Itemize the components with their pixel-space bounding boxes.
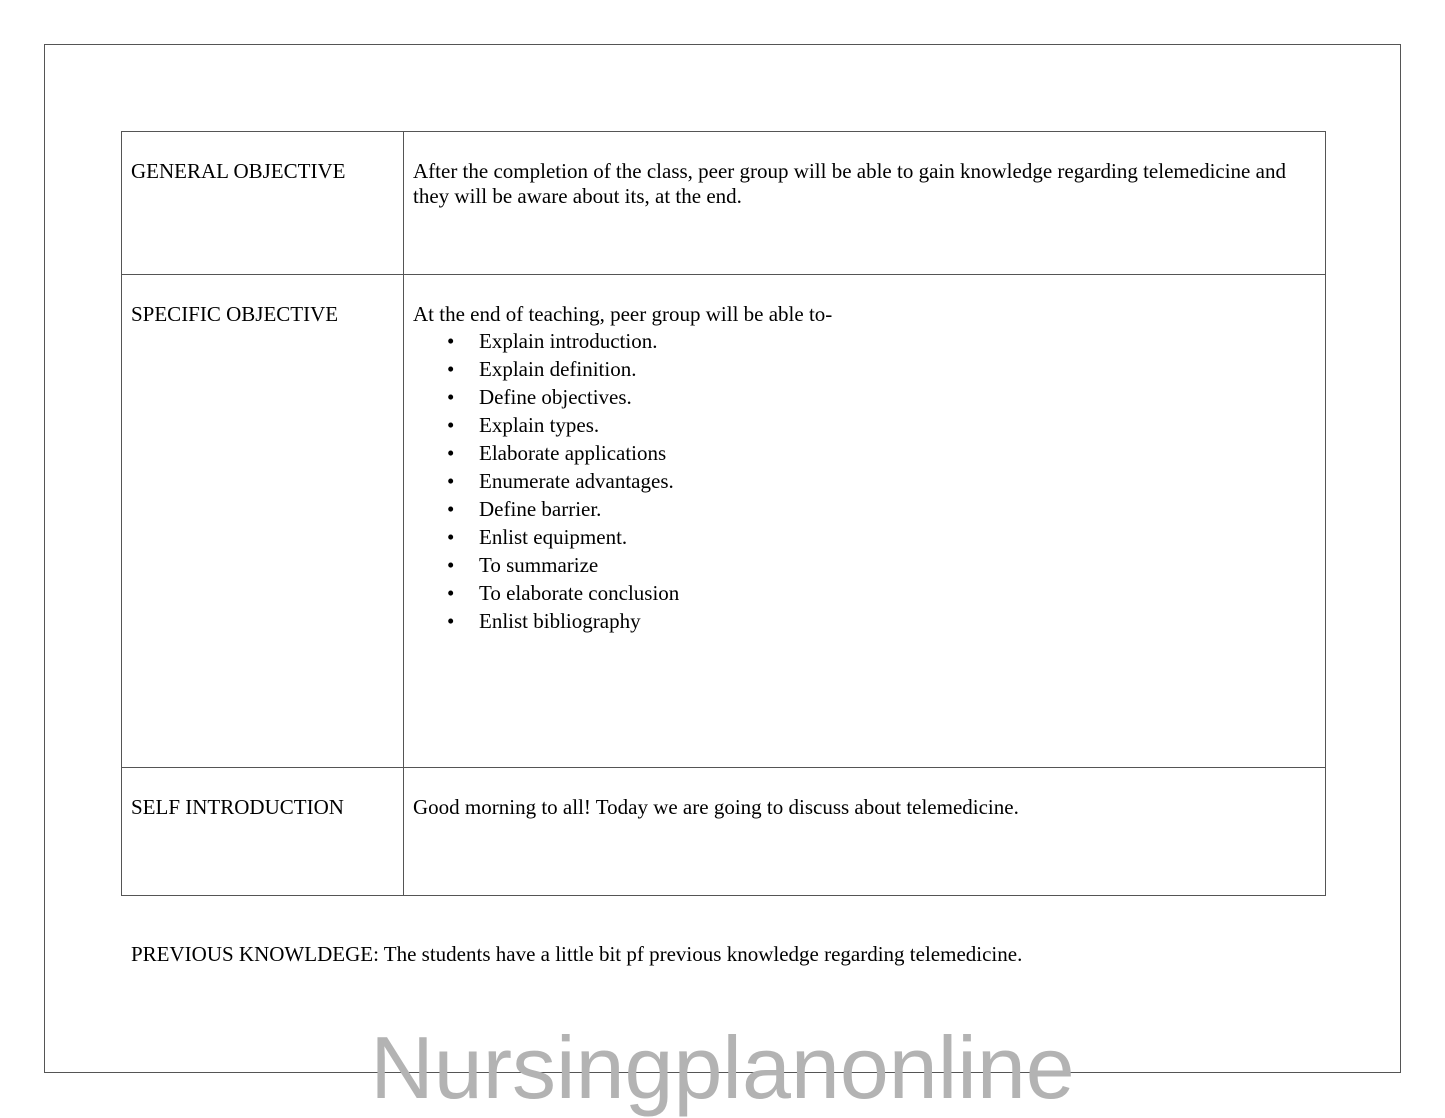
self-introduction-label: SELF INTRODUCTION — [122, 768, 404, 896]
list-item — [447, 439, 1316, 467]
general-objective-row — [122, 132, 1326, 275]
list-item-text: To summarize — [479, 553, 599, 577]
list-item — [447, 551, 1316, 579]
list-item — [447, 355, 1316, 383]
list-item — [447, 327, 1316, 355]
list-item — [447, 383, 1316, 411]
list-item-text: Explain types. — [479, 413, 600, 437]
objectives-table — [121, 131, 1326, 896]
specific-objective-list — [413, 327, 1316, 635]
bullet-icon: • — [447, 385, 455, 409]
specific-objective-intro: At the end of teaching, peer group will be able to- — [413, 302, 833, 326]
bullet-icon: • — [447, 329, 455, 353]
general-objective-label: GENERAL OBJECTIVE — [122, 132, 404, 275]
list-item-text: Enlist equipment. — [479, 525, 628, 549]
specific-objective-label: SPECIFIC OBJECTIVE — [122, 275, 404, 768]
list-item-text: Explain introduction. — [479, 329, 658, 353]
list-item-text: Enumerate advantages. — [479, 469, 674, 493]
list-item-text: Define objectives. — [479, 385, 632, 409]
list-item — [447, 607, 1316, 635]
list-item-text: To elaborate conclusion — [479, 581, 680, 605]
bullet-icon: • — [447, 609, 455, 633]
bullet-icon: • — [447, 441, 455, 465]
list-item — [447, 467, 1316, 495]
self-introduction-row — [122, 768, 1326, 896]
self-introduction-text: Good morning to all! Today we are going to discuss about telemedicine. — [404, 768, 1326, 896]
list-item — [447, 579, 1316, 607]
specific-objective-row — [122, 275, 1326, 768]
general-objective-text: After the completion of the class, peer group will be able to gain knowledge regarding telemedicine and they will be aware about its, at the end. — [404, 132, 1326, 275]
specific-objective-cell — [404, 275, 1326, 768]
bullet-icon: • — [447, 413, 455, 437]
bullet-icon: • — [447, 469, 455, 493]
bullet-icon: • — [447, 357, 455, 381]
list-item-text: Explain definition. — [479, 357, 637, 381]
list-item — [447, 523, 1316, 551]
bullet-icon: • — [447, 581, 455, 605]
previous-knowledge-text: PREVIOUS KNOWLDEGE: The students have a little bit pf previous knowledge regarding telemedicine. — [131, 942, 1023, 966]
list-item-text: Enlist bibliography — [479, 609, 641, 633]
list-item-text: Define barrier. — [479, 497, 602, 521]
list-item — [447, 495, 1316, 523]
list-item-text: Elaborate applications — [479, 441, 667, 465]
bullet-icon: • — [447, 525, 455, 549]
bullet-icon: • — [447, 497, 455, 521]
bullet-icon: • — [447, 553, 455, 577]
watermark: Nursingplanonline — [370, 1018, 1075, 1117]
list-item — [447, 411, 1316, 439]
